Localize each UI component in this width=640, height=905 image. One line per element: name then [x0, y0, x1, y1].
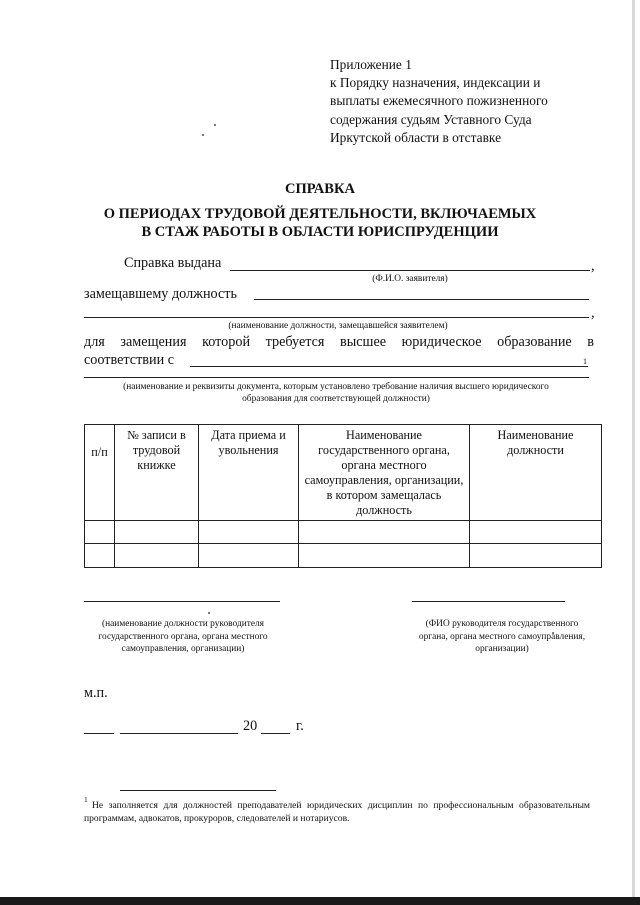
header-position: Наименование должности — [470, 425, 602, 521]
footnote-ref: 1 — [583, 357, 587, 366]
document-subtitle-line: О ПЕРИОДАХ ТРУДОВОЙ ДЕЯТЕЛЬНОСТИ, ВКЛЮЧАЕМЫХ — [103, 206, 537, 222]
table-cell[interactable] — [199, 544, 299, 568]
date-year-field[interactable] — [261, 733, 290, 734]
table-cell[interactable] — [470, 521, 602, 544]
head-name-field[interactable] — [412, 601, 565, 602]
position-label: замещавшему должность — [84, 286, 237, 302]
appendix-line: к Порядку назначения, индексации и — [330, 75, 541, 91]
table-cell[interactable] — [199, 521, 299, 544]
document-field-continued[interactable] — [84, 377, 589, 378]
table-cell[interactable] — [470, 544, 602, 568]
appendix-line: содержания судьям Уставного Суда — [330, 111, 532, 127]
position-caption: (наименование должности, замещавшейся заявителем) — [228, 321, 448, 331]
table-cell[interactable] — [85, 544, 115, 568]
comma: , — [591, 258, 595, 274]
position-field[interactable] — [254, 299, 589, 300]
table-cell[interactable] — [299, 521, 470, 544]
scan-edge — [632, 0, 635, 905]
scan-dot — [208, 612, 210, 614]
footnote-text: Не заполняется для должностей преподавателей юридических дисциплин по профессиональным образовательным программам, адвокатов, прокуроров, следователей и нотариусов. — [84, 800, 590, 824]
table-cell[interactable] — [85, 521, 115, 544]
comma: , — [591, 305, 595, 321]
table-cell[interactable] — [299, 544, 470, 568]
year-suffix: г. — [296, 718, 304, 734]
appendix-line: Приложение 1 — [330, 57, 412, 72]
table-row — [85, 544, 602, 568]
year-prefix: 20 — [243, 718, 258, 734]
appendix-line: выплаты ежемесячного пожизненного — [330, 93, 548, 109]
head-position-caption: (наименование должности руководителя государственного органа, органа местного самоуправления, организации) — [98, 619, 268, 654]
document-field[interactable] — [190, 366, 588, 367]
footnote-mark: 1 — [84, 795, 88, 804]
header-dates: Дата приема и увольнения — [199, 425, 299, 521]
issued-label: Справка выдана — [124, 255, 222, 271]
requirement-text: для замещения которой требуется высшее юридическое образование в — [84, 334, 594, 350]
head-name-caption: (ФИО руководителя государственного органа, органа местного самоуправления, организации) — [418, 619, 586, 654]
footnote-separator — [120, 790, 276, 791]
position-field-continued[interactable] — [84, 317, 589, 318]
header-organization: Наименование государственного органа, органа местного самоуправления, организации, в котором замещалась должность — [299, 425, 470, 521]
date-day-field[interactable] — [84, 733, 114, 734]
requirement-text-2: соответствии с — [84, 352, 175, 368]
document-caption-1: (наименование и реквизиты документа, которым установлено требование наличия высшего юридического — [123, 382, 549, 392]
header-record-number: № записи в трудовой книжке — [115, 425, 199, 521]
applicant-caption: (Ф.И.О. заявителя) — [372, 274, 448, 284]
table-row — [85, 521, 602, 544]
document-title: СПРАВКА — [285, 181, 355, 197]
head-position-field[interactable] — [84, 601, 280, 602]
table-cell[interactable] — [115, 544, 199, 568]
applicant-name-field[interactable] — [230, 270, 590, 271]
table-cell[interactable] — [115, 521, 199, 544]
stamp-label: м.п. — [84, 685, 108, 701]
scan-edge — [0, 897, 640, 905]
document-caption-2: образования для соответствующей должности) — [242, 394, 430, 404]
header-number: п/п — [85, 425, 115, 521]
employment-table — [84, 424, 602, 568]
appendix-line: Иркутской области в отставке — [330, 129, 502, 145]
table-header-row — [85, 425, 602, 521]
scan-dot — [214, 124, 216, 126]
scan-dot — [202, 134, 204, 136]
date-month-field[interactable] — [120, 733, 238, 734]
document-subtitle-line: В СТАЖ РАБОТЫ В ОБЛАСТИ ЮРИСПРУДЕНЦИИ — [141, 224, 499, 240]
appendix-header — [330, 56, 630, 147]
